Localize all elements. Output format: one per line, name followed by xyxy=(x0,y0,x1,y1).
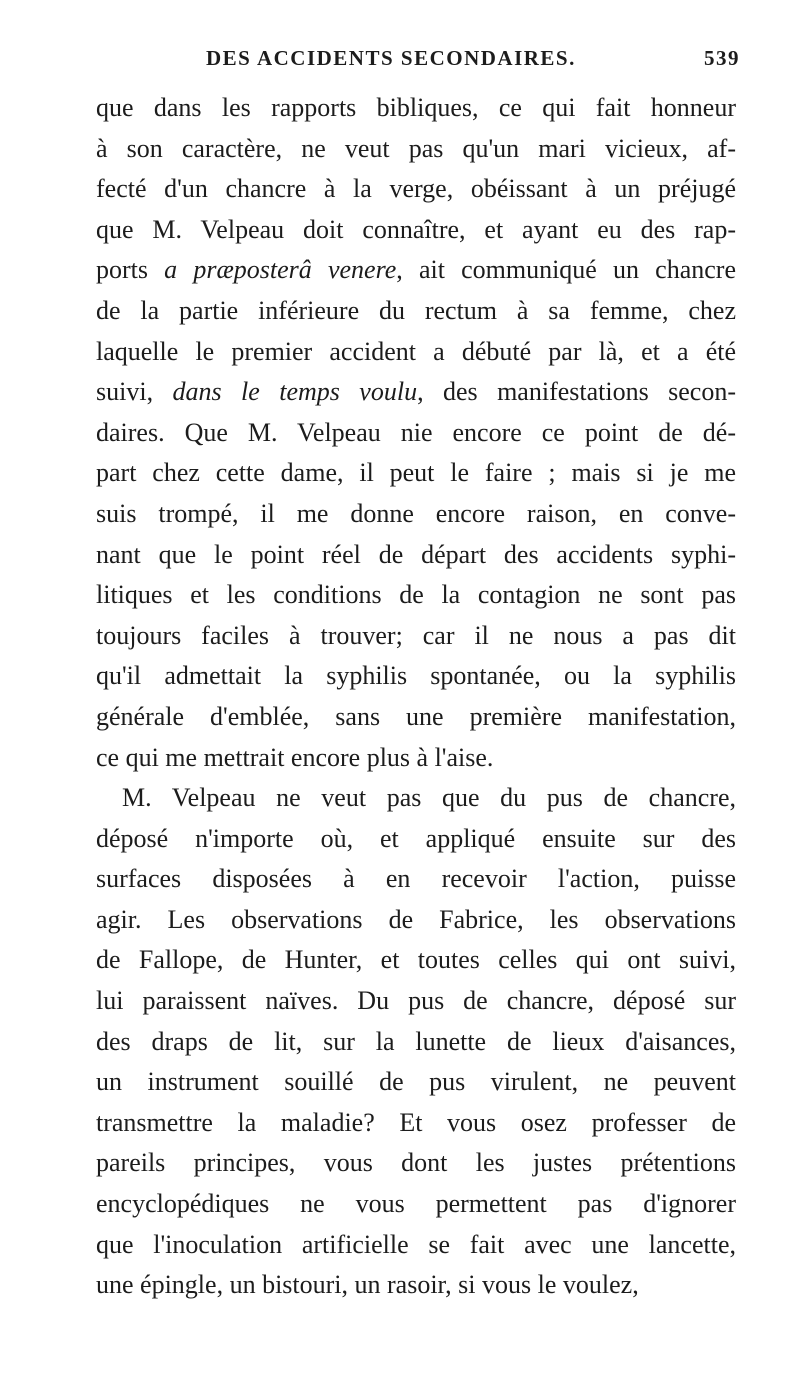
text-line xyxy=(96,778,736,819)
text-run: fecté d'un chancre à la verge, obéissant à un préjugé xyxy=(96,174,736,204)
text-run: part chez cette dame, il peut le faire ; mais si je me xyxy=(96,458,736,488)
text-line xyxy=(96,738,736,779)
text-line xyxy=(96,575,736,616)
text-run: litiques et les conditions de la contagion ne sont pas xyxy=(96,580,736,610)
text-line xyxy=(96,88,736,129)
text-run: des draps de lit, sur la lunette de lieux d'aisances, xyxy=(96,1026,736,1056)
text-run: encyclopédiques ne vous permettent pas d'ignorer xyxy=(96,1189,736,1219)
text-run: laquelle le premier accident a débuté par là, et a été xyxy=(96,336,736,366)
text-line xyxy=(96,1265,736,1306)
text-run: que M. Velpeau doit connaître, et ayant eu des rap- xyxy=(96,214,736,244)
text-line xyxy=(96,656,736,697)
text-line xyxy=(96,1103,736,1144)
text-line xyxy=(96,372,736,413)
text-line xyxy=(96,250,736,291)
text-line xyxy=(96,129,736,170)
text-run: transmettre la maladie? Et vous osez professer de xyxy=(96,1107,736,1137)
text-run: un instrument souillé de pus virulent, ne peuvent xyxy=(96,1067,736,1097)
text-run: , ait communiqué un chancre xyxy=(396,255,736,285)
text-run: ce qui me mettrait encore plus à l'aise. xyxy=(96,742,494,772)
text-run: suivi, xyxy=(96,377,173,407)
text-run: à son caractère, ne veut pas qu'un mari vicieux, af- xyxy=(96,133,736,163)
text-line xyxy=(96,1062,736,1103)
text-line xyxy=(96,940,736,981)
text-line xyxy=(96,981,736,1022)
text-line xyxy=(96,494,736,535)
text-run: de la partie inférieure du rectum à sa femme, chez xyxy=(96,295,736,325)
text-line xyxy=(96,616,736,657)
text-line xyxy=(96,697,736,738)
text-line xyxy=(96,169,736,210)
text-line xyxy=(96,210,736,251)
text-run: de Fallope, de Hunter, et toutes celles qui ont suivi, xyxy=(96,945,736,975)
page-number: 539 xyxy=(704,46,740,70)
text-run: générale d'emblée, sans une première manifestation, xyxy=(96,701,736,731)
text-run: que dans les rapports bibliques, ce qui fait honneur xyxy=(96,93,736,122)
text-run: une épingle, un bistouri, un rasoir, si vous le voulez, xyxy=(96,1270,639,1300)
text-run: que l'inoculation artificielle se fait avec une lancette, xyxy=(96,1229,736,1259)
running-title: DES ACCIDENTS SECONDAIRES. xyxy=(206,46,576,70)
page-header xyxy=(96,46,740,86)
text-line xyxy=(96,413,736,454)
text-run: M. Velpeau ne veut pas que du pus de chancre, xyxy=(122,783,736,813)
text-line xyxy=(96,819,736,860)
text-line xyxy=(96,332,736,373)
text-line xyxy=(96,1143,736,1184)
text-run: qu'il admettait la syphilis spontanée, ou la syphilis xyxy=(96,661,736,691)
text-run: déposé n'importe où, et appliqué ensuite sur des xyxy=(96,823,736,853)
text-run: daires. Que M. Velpeau nie encore ce point de dé- xyxy=(96,417,736,447)
text-line xyxy=(96,859,736,900)
text-line xyxy=(96,535,736,576)
text-line xyxy=(96,1184,736,1225)
text-line xyxy=(96,900,736,941)
body-text xyxy=(96,88,736,1306)
italic-phrase: a præposterâ venere xyxy=(164,255,397,285)
text-line xyxy=(96,453,736,494)
text-run: ports xyxy=(96,255,165,285)
text-run: toujours faciles à trouver; car il ne nous a pas dit xyxy=(96,620,736,650)
italic-phrase: dans le temps voulu xyxy=(172,377,418,407)
text-run: lui paraissent naïves. Du pus de chancre, déposé sur xyxy=(96,986,736,1016)
text-run: pareils principes, vous dont les justes prétentions xyxy=(96,1148,736,1178)
text-run: , des manifestations secon- xyxy=(417,377,736,407)
text-run: agir. Les observations de Fabrice, les observations xyxy=(96,904,736,934)
text-run: surfaces disposées à en recevoir l'action, puisse xyxy=(96,864,736,894)
text-run: nant que le point réel de départ des accidents syphi- xyxy=(96,539,736,569)
text-run: suis trompé, il me donne encore raison, en conve- xyxy=(96,498,736,528)
text-line xyxy=(96,291,736,332)
text-line xyxy=(96,1225,736,1266)
text-line xyxy=(96,1022,736,1063)
